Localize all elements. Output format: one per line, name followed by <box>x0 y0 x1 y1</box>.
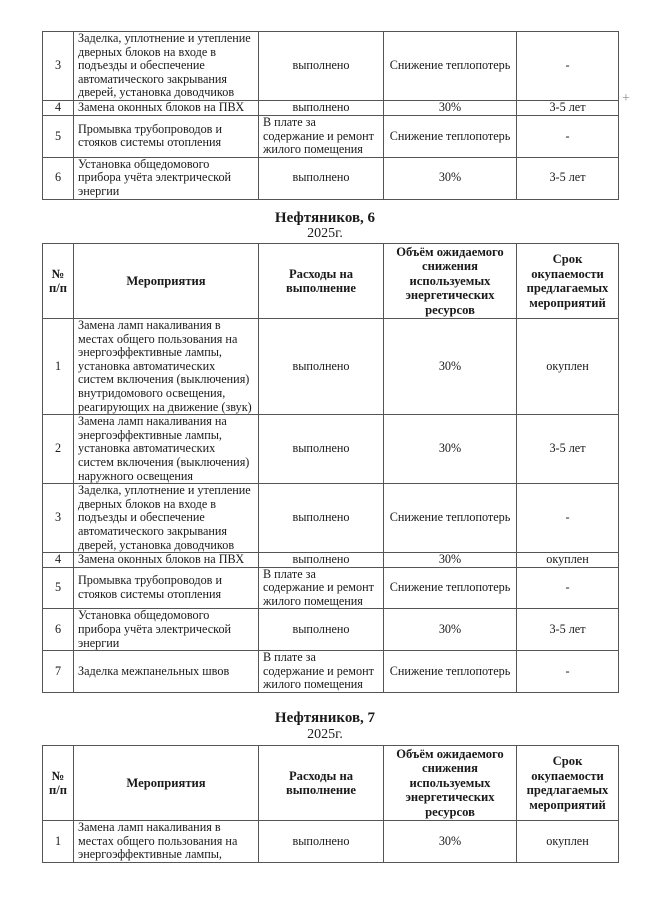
row-reduction: Снижение теплопотерь <box>384 567 517 609</box>
row-number: 5 <box>43 567 74 609</box>
margin-mark: + <box>622 91 630 106</box>
row-number: 6 <box>43 157 74 199</box>
row-reduction: Снижение теплопотерь <box>384 651 517 693</box>
table-row <box>43 553 619 568</box>
row-cost: выполнено <box>259 101 384 116</box>
row-payback: - <box>517 32 619 101</box>
table-header-row <box>43 746 619 821</box>
row-payback: 3-5 лет <box>517 157 619 199</box>
row-cost: В плате за содержание и ремонт жилого помещения <box>259 651 384 693</box>
row-payback: окуплен <box>517 319 619 415</box>
row-cost: выполнено <box>259 553 384 568</box>
header-num: № п/п <box>43 244 74 319</box>
section-7-table <box>42 745 619 863</box>
row-number: 1 <box>43 319 74 415</box>
table-row <box>43 484 619 553</box>
table-row <box>43 157 619 199</box>
row-action: Установка общедомового прибора учёта электрической энергии <box>74 157 259 199</box>
row-cost: выполнено <box>259 32 384 101</box>
row-reduction: 30% <box>384 157 517 199</box>
table-header-row <box>43 244 619 319</box>
table-row <box>43 567 619 609</box>
row-payback: окуплен <box>517 553 619 568</box>
table-row <box>43 32 619 101</box>
table-row <box>43 821 619 863</box>
row-number: 2 <box>43 415 74 484</box>
header-cost: Расходы на выполнение <box>259 746 384 821</box>
table-row <box>43 101 619 116</box>
section-6-table <box>42 243 619 693</box>
row-reduction: Снижение теплопотерь <box>384 32 517 101</box>
row-cost: В плате за содержание и ремонт жилого помещения <box>259 116 384 158</box>
row-reduction: Снижение теплопотерь <box>384 484 517 553</box>
table-row <box>43 651 619 693</box>
section-7-title: Нефтяников, 7 <box>274 710 376 726</box>
row-action: Замена ламп накаливания в местах общего пользования на энергоэффективные лампы, установка автоматических систем включения (выключения) внутридомового освещения, реагирующих на движение (звук) <box>74 319 259 415</box>
row-payback: - <box>517 116 619 158</box>
row-cost: выполнено <box>259 415 384 484</box>
header-action: Мероприятия <box>74 746 259 821</box>
row-action: Заделка, уплотнение и утепление дверных блоков на входе в подъезды и обеспечение автоматического закрывания дверей, установка доводчиков <box>74 32 259 101</box>
row-cost: выполнено <box>259 609 384 651</box>
row-reduction: 30% <box>384 319 517 415</box>
row-action: Замена оконных блоков на ПВХ <box>74 101 259 116</box>
row-payback: 3-5 лет <box>517 415 619 484</box>
row-number: 4 <box>43 101 74 116</box>
table-row <box>43 415 619 484</box>
header-reduction: Объём ожидаемого снижения используемых энергетических ресурсов <box>384 746 517 821</box>
row-number: 3 <box>43 32 74 101</box>
row-number: 7 <box>43 651 74 693</box>
header-action: Мероприятия <box>74 244 259 319</box>
row-number: 1 <box>43 821 74 863</box>
row-payback: - <box>517 651 619 693</box>
row-payback: 3-5 лет <box>517 101 619 116</box>
row-action: Промывка трубопроводов и стояков системы отопления <box>74 116 259 158</box>
row-reduction: 30% <box>384 609 517 651</box>
row-payback: - <box>517 484 619 553</box>
header-num: № п/п <box>43 746 74 821</box>
row-number: 3 <box>43 484 74 553</box>
row-action: Замена ламп накаливания в местах общего пользования на энергоэффективные лампы, <box>74 821 259 863</box>
row-action: Заделка, уплотнение и утепление дверных блоков на входе в подъезды и обеспечение автоматического закрывания дверей, установка доводчиков <box>74 484 259 553</box>
row-action: Замена ламп накаливания на энергоэффективные лампы, установка автоматических систем включения (выключения) наружного освещения <box>74 415 259 484</box>
row-number: 5 <box>43 116 74 158</box>
row-reduction: 30% <box>384 101 517 116</box>
section-6-title: Нефтяников, 6 <box>274 210 376 226</box>
row-action: Установка общедомового прибора учёта электрической энергии <box>74 609 259 651</box>
section-6-year: 2025г. <box>307 226 343 241</box>
row-payback: 3-5 лет <box>517 609 619 651</box>
row-cost: выполнено <box>259 319 384 415</box>
header-reduction: Объём ожидаемого снижения используемых энергетических ресурсов <box>384 244 517 319</box>
header-payback: Срок окупаемости предлагаемых мероприятий <box>517 746 619 821</box>
row-cost: В плате за содержание и ремонт жилого помещения <box>259 567 384 609</box>
row-reduction: 30% <box>384 553 517 568</box>
row-number: 6 <box>43 609 74 651</box>
table-row <box>43 609 619 651</box>
row-reduction: Снижение теплопотерь <box>384 116 517 158</box>
row-number: 4 <box>43 553 74 568</box>
row-cost: выполнено <box>259 157 384 199</box>
row-action: Промывка трубопроводов и стояков системы отопления <box>74 567 259 609</box>
header-cost: Расходы на выполнение <box>259 244 384 319</box>
row-action: Заделка межпанельных швов <box>74 651 259 693</box>
row-payback: - <box>517 567 619 609</box>
row-cost: выполнено <box>259 821 384 863</box>
section-7-year: 2025г. <box>307 727 343 742</box>
continued-measures-table <box>42 31 619 200</box>
table-row <box>43 319 619 415</box>
table-row <box>43 116 619 158</box>
row-cost: выполнено <box>259 484 384 553</box>
header-payback: Срок окупаемости предлагаемых мероприятий <box>517 244 619 319</box>
row-reduction: 30% <box>384 415 517 484</box>
row-reduction: 30% <box>384 821 517 863</box>
row-payback: окуплен <box>517 821 619 863</box>
row-action: Замена оконных блоков на ПВХ <box>74 553 259 568</box>
